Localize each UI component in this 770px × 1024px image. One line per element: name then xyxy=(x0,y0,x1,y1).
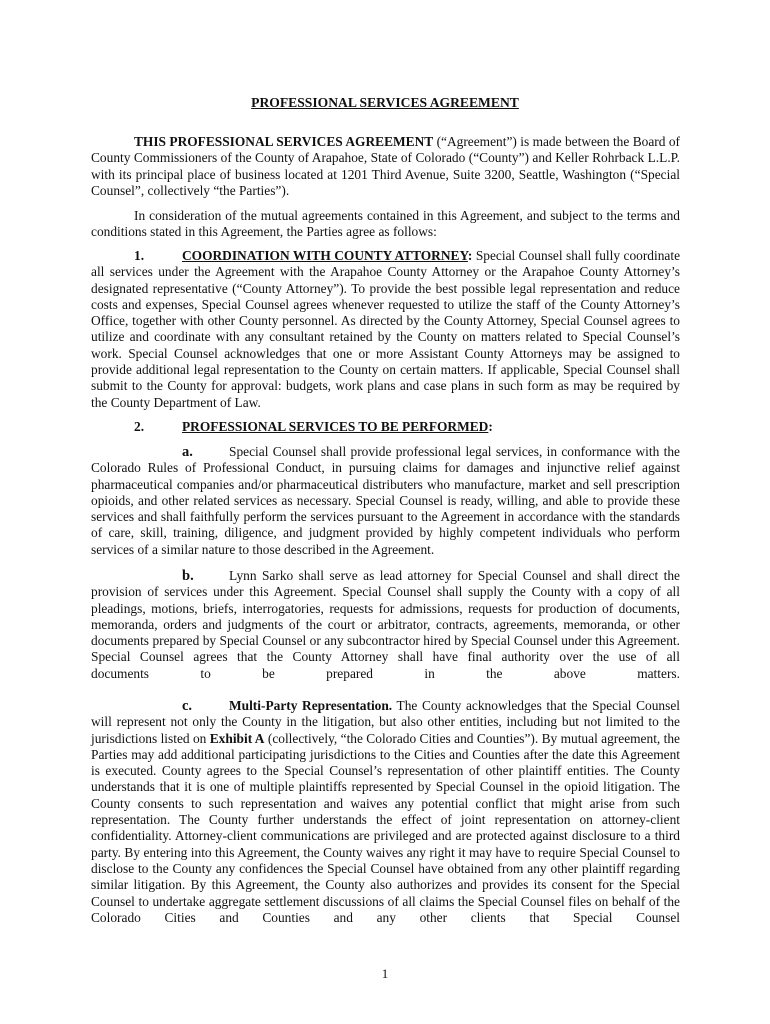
consideration-text: In consideration of the mutual agreements contained in this Agreement, and subject to the terms and conditions stated in this Agreement, the Parties agree as follows: xyxy=(91,208,680,240)
intro-text: (“Agreement”) is made between the Board of County Commissioners of the County of Arapahoe, State of Colorado (“County”) and Keller Rohrback L.L.P. with its principal place of business located at 1201 Third Avenue, Suite 3200, Seattle, Washington (“Special Counsel”, collectively “the Parties”). xyxy=(91,134,680,198)
section-1-colon: : xyxy=(467,248,473,263)
consideration-paragraph xyxy=(91,208,680,241)
page-number: 1 xyxy=(381,966,389,981)
section-2b-last-line xyxy=(91,666,680,682)
exhibit-a-reference: Exhibit A xyxy=(209,730,265,746)
section-2b-text: Lynn Sarko shall serve as lead attorney for Special Counsel and shall direct the provision of services under this Agreement. Special Counsel shall supply the County with a copy of all pleadings, motions, briefs, interrogatories, requests for admissions, requests for production of documents, memoranda, orders and judgments of the court or arbitrator, contracts, agreements, memoranda, or other documents prepared by Special Counsel or any subcontractor hired by Special Counsel under this Agreement. Special Counsel agrees that the County Attorney shall have final authority over the use of all xyxy=(91,568,680,665)
intro-lead: THIS PROFESSIONAL SERVICES AGREEMENT xyxy=(134,134,434,149)
section-2c-text-continued: (collectively, “the Colorado Cities and Counties”). By mutual agreement, the Parties may add additional participating jurisdictions to the Cities and Counties after the date this Agreement is executed. County agrees to the Special Counsel’s representation of other plaintiff entities. The County understands that it is one of multiple plaintiffs represented by Special Counsel in the opioid litigation. The County consents to such representation and waives any potential conflict that might arise from such representation. The County further understands the effect of joint representation on attorney-client confidentiality. Attorney-client communications are privileged and are protected against disclosure to a third party. By entering into this Agreement, the County waives any right it may have to require Special Counsel to disclose to the County any confidences the Special Counsel have obtained from any other plaintiff regarding similar litigation. By this Agreement, the County also authorizes and provides its consent for the Special Counsel to undertake aggregate settlement discussions of all claims the Special Counsel files on behalf of the Colorado Cities and Counties and any other clients that Special Counsel xyxy=(91,730,681,925)
section-2a xyxy=(91,444,680,558)
section-2-heading: PROFESSIONAL SERVICES TO BE PERFORMED xyxy=(182,419,489,434)
section-2 xyxy=(91,419,680,435)
section-1-text: Special Counsel shall fully coordinate all services under the Agreement with the Arapahoe County Attorney or the Arapahoe County Attorney’s designated representative (“County Attorney”). To provide the best possible legal representation and reduce costs and expenses, Special Counsel agrees whenever requested to utilize the staff of the County Attorney’s Office, together with other County personnel. As directed by the County Attorney, Special Counsel agrees to utilize and coordinate with any consultant retained by the County on matters related to Special Counsel’s work. Special Counsel acknowledges that one or more Assistant County Attorneys may be assigned to provide additional legal representation to the County on certain matters. If applicable, Special Counsel shall submit to the County for approval: budgets, work plans and case plans in such form as may be required by the County Department of Law. xyxy=(91,248,681,410)
last-line-word: be xyxy=(262,665,275,681)
section-1 xyxy=(91,248,680,411)
last-line-word: matters. xyxy=(637,665,680,681)
section-2b-label: b. xyxy=(182,568,194,584)
section-2-number: 2. xyxy=(134,419,145,434)
last-line-word: above xyxy=(553,665,586,681)
section-1-heading: COORDINATION WITH COUNTY ATTORNEY xyxy=(182,248,468,263)
intro-paragraph xyxy=(91,134,680,199)
last-line-word: to xyxy=(200,665,211,681)
section-2c-heading: Multi-Party Representation. xyxy=(229,698,393,713)
page-title: PROFESSIONAL SERVICES AGREEMENT xyxy=(251,95,519,110)
last-line-word: prepared xyxy=(326,665,373,681)
section-2c-text: The County acknowledges that the Special Counsel will represent not only the County in the litigation, but also other entities, including but not limited to the jurisdictions listed on xyxy=(91,698,680,746)
section-2c xyxy=(91,698,680,926)
section-1-number: 1. xyxy=(134,248,145,263)
last-line-word: the xyxy=(486,665,503,681)
section-2-colon: : xyxy=(488,419,493,434)
last-line-word: documents xyxy=(91,665,150,681)
section-2b xyxy=(91,568,680,682)
section-2a-label: a. xyxy=(182,444,193,460)
section-2a-text: Special Counsel shall provide professional legal services, in conformance with the Colorado Rules of Professional Conduct, in pursuing claims for damages and injunctive relief against pharmaceutical companies and/or pharmaceutical distributers who manufacture, market and sell prescription opioids, and other related services as necessary. Special Counsel is ready, willing, and able to provide these services and shall faithfully perform the services pursuant to the Agreement in accordance with the standards of care, skill, training, diligence, and judgment provided by highly competent individuals who perform services of a similar nature to those described in the Agreement. xyxy=(91,444,680,557)
section-2c-label: c. xyxy=(182,698,193,714)
last-line-word: in xyxy=(424,665,435,681)
